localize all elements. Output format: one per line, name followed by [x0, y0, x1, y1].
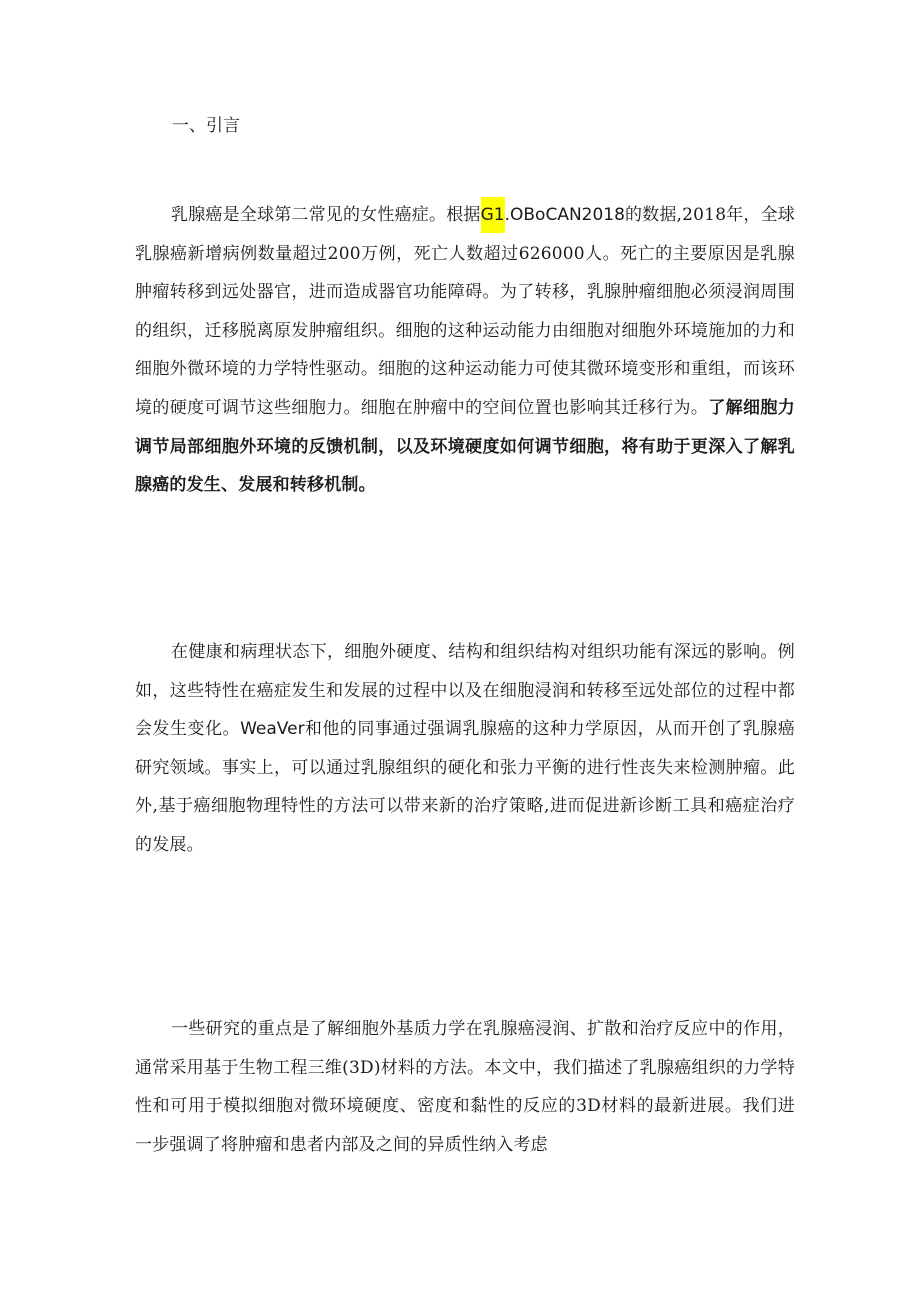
paragraph-research: 一些研究的重点是了解细胞外基质力学在乳腺癌浸润、扩散和治疗反应中的作用，通常采用基于生物工程三维(3D)材料的方法。本文中，我们描述了乳腺癌组织的力学特性和可用于模拟细胞对微环境硬度、密度和黏性的反应的3D材料的最新进展。我们进一步强调了将肿瘤和患者内部及之间的异质性纳入考虑 — [135, 1019, 795, 1155]
p1-latin-text: .OBoCAN2018 — [504, 205, 625, 225]
paragraph-intro — [135, 196, 795, 505]
p1-text-body: 的数据,2018年，全球乳腺癌新增病例数量超过200万例，死亡人数超过626000人。死亡的主要原因是乳腺肿瘤转移到远处器官，进而造成器官功能障碍。为了转移，乳腺肿瘤细胞必须浸润周围的组织，迁移脱离原发肿瘤组织。细胞的这种运动能力由细胞对细胞外环境施加的力和细胞外微环境的力学特性驱动。细胞的这种运动能力可使其微环境变形和重组，而该环境的硬度可调节这些细胞力。细胞在肿瘤中的空间位置也影响其迁移行为。 — [135, 205, 796, 418]
p2-latin-name: WeaVer — [240, 719, 305, 740]
p1-text-start: 乳腺癌是全球第二常见的女性癌症。根据 — [171, 205, 481, 225]
p2-text-body: 和他的同事通过强调乳腺癌的这种力学原因，从而开创了乳腺癌研究领域。事实上，可以通过乳腺组织的硬化和张力平衡的进行性丧失来检测肿瘤。此外,基于癌细胞物理特性的方法可以带来新的治疗策略,进而促进新诊断工具和癌症治疗的发展。 — [135, 719, 796, 855]
p1-bold-text: 了解细胞力调节局部细胞外环境的反馈机制，以及环境硬度如何调节细胞，将有助于更深入了解乳腺癌的发生、发展和转移机制。 — [135, 397, 796, 496]
section-heading: 一、引言 — [172, 116, 240, 136]
p2-text-start: 在健康和病理状态下，细胞外硬度、结构和组织结构对组织功能有深远的影响。例如，这些特性在癌症发生和发展的过程中以及在细胞浸润和转移至远处部位的过程中都会发生变化。 — [135, 642, 795, 740]
highlighted-text: G1 — [481, 197, 505, 233]
paragraph-mechanics — [135, 633, 795, 865]
